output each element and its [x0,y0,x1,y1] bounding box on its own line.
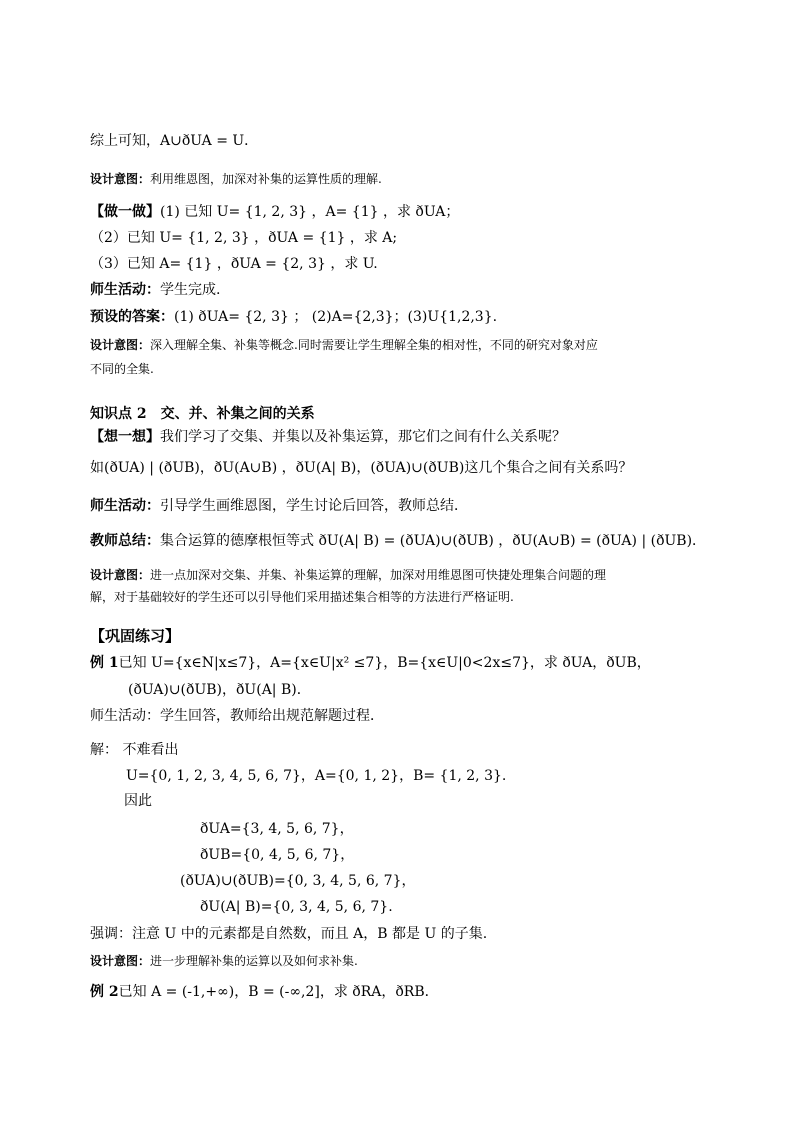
design-intent-2-line-1: 设计意图：深入理解全集、补集等概念.同时需要让学生理解全集的相对性，不同的研究对象对应 [90,338,598,352]
teacher-student-activity-3: 师生活动：学生回答，教师给出规范解题过程． [90,708,384,724]
design-intent-1: 设计意图：利用维恩图，加深对补集的运算性质的理解. [90,172,382,186]
design-intent-2-line-2: 不同的全集. [90,362,154,376]
example-1-line-1: 例 1已知 U={x∈N|x≤7}，A={x∈U|x² ≤7}，B={x∈U|0<2x≤7}，求 ðUA，ðUB， [90,655,651,671]
think-about-it-line: 【想一想】我们学习了交集、并集以及补集运算，那它们之间有什么关系呢？ [90,429,566,445]
teacher-student-activity-1: 师生活动：学生完成. [90,282,221,298]
teacher-student-activity-2: 师生活动：引导学生画维恩图，学生讨论后回答，教师总结． [90,498,468,514]
try-it-line-2: （2）已知 U= {1, 2, 3} ，ðUA = {1} ，求 A; [90,230,398,246]
solution-intro: 解： 不难看出 [90,742,179,758]
example-2: 例 2已知 A = (-1,+∞)，B = (-∞,2]，求 ðRA，ðRB． [90,984,439,1000]
summary-line: 综上可知，A∪ðUA = U． [90,133,259,149]
try-it-line-1: 【做一做】(1) 已知 U= {1, 2, 3} ，A= {1} ，求 ðUA； [90,204,460,220]
solution-complement-intersection: ðU(A| B)={0, 3, 4, 5, 6, 7}. [200,899,393,915]
emphasis-note: 强调：注意 U 中的元素都是自然数，而且 A，B 都是 U 的子集. [90,926,488,942]
section-heading-practice: 【巩固练习】 [90,627,181,645]
teacher-summary: 教师总结：集合运算的德摩根恒等式 ðU(A| B) = (ðUA)∪(ðUB) ，ðU(A∪B) = (ðUA) | (ðUB)． [90,533,707,549]
design-intent-4: 设计意图：进一步理解补集的运算以及如何求补集. [90,954,358,968]
solution-union-complements: (ðUA)∪(ðUB)={0, 3, 4, 5, 6, 7}， [180,873,416,889]
solution-therefore: 因此 [124,793,152,809]
solution-complement-b: ðUB={0, 4, 5, 6, 7}， [200,847,355,863]
try-it-line-3: （3）已知 A= {1} ，ðUA = {2, 3} ，求 U. [90,256,378,272]
example-1-line-2: (ðUA)∪(ðUB)，ðU(A| B)． [128,682,311,698]
solution-complement-a: ðUA={3, 4, 5, 6, 7}， [200,821,354,837]
solution-sets-line: U={0, 1, 2, 3, 4, 5, 6, 7}，A={0, 1, 2}，B= {1, 2, 3}. [126,768,507,784]
section-heading-knowledge-point-2: 知识点 2 交、并、补集之间的关系 [90,406,315,422]
think-about-it-question: 如(ðUA) | (ðUB)，ðU(A∪B) ，ðU(A| B)，(ðUA)∪(ðUB)这几个集合之间有关系吗？ [90,460,633,476]
preset-answer: 预设的答案：(1) ðUA= {2, 3} ； (2)A={2,3}；(3)U{1,2,3}. [90,309,498,325]
design-intent-3-line-2: 解，对于基础较好的学生还可以引导他们采用描述集合相等的方法进行严格证明. [90,590,514,604]
design-intent-3-line-1: 设计意图：进一点加深对交集、并集、补集运算的理解，加深对用维恩图可快捷处理集合问题的理 [90,568,607,582]
